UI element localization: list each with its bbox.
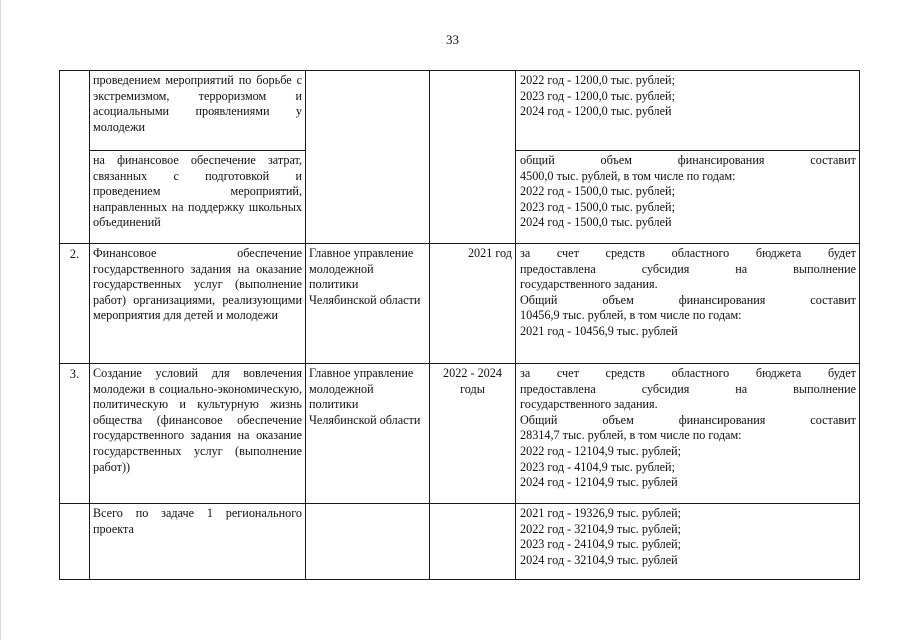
table-row	[60, 504, 860, 580]
row-number: 2.	[60, 244, 90, 364]
row-description: Создание условий для вовлечения молодежи в социально-экономическую, политическую и культурную жизнь общества (финансовое обеспечение государственного задания на оказание государственных услуг (выполнение работ))	[90, 364, 306, 504]
row-number	[60, 71, 90, 244]
financing-line: 2023 год - 1500,0 тыс. рублей;	[520, 199, 675, 214]
row-description: на финансовое обеспечение затрат, связанных с подготовкой и проведением мероприятий, направленных на поддержку школьных объединений	[90, 151, 306, 244]
row-financing	[516, 71, 860, 151]
table-row	[60, 244, 860, 364]
financing-line: 2024 год - 12104,9 тыс. рублей	[520, 475, 678, 490]
row-executor: Главное управление молодежной политики Челябинской области	[306, 244, 430, 364]
financing-line: 2024 год - 32104,9 тыс. рублей	[520, 552, 678, 567]
financing-line: 2023 год - 24104,9 тыс. рублей;	[520, 537, 682, 552]
financing-line: 2023 год - 1200,0 тыс. рублей;	[520, 88, 675, 103]
financing-table	[59, 70, 860, 580]
financing-line: 2022 год - 12104,9 тыс. рублей;	[520, 443, 682, 458]
row-term: 2022 - 2024 годы	[430, 364, 516, 504]
financing-line: 10456,9 тыс. рублей, в том числе по годам:	[520, 308, 742, 323]
page-number: 33	[446, 32, 459, 47]
financing-line: Общий объем финансирования составит	[520, 412, 856, 427]
financing-line: 2022 год - 1500,0 тыс. рублей;	[520, 184, 675, 199]
row-description: Финансовое обеспечение государственного задания на оказание государственных услуг (выполнение работ) организациями, реализующими мероприятия для детей и молодежи	[90, 244, 306, 364]
row-term	[430, 71, 516, 244]
financing-line: государственного задания.	[520, 277, 658, 292]
row-number	[60, 504, 90, 580]
row-term: 2021 год	[430, 244, 516, 364]
table-row	[60, 71, 860, 151]
financing-line: 2023 год - 4104,9 тыс. рублей;	[520, 459, 675, 474]
row-financing	[516, 244, 860, 364]
financing-line: государственного задания.	[520, 397, 658, 412]
financing-line: 2021 год - 10456,9 тыс. рублей	[520, 323, 678, 338]
scan-margin-mark	[0, 0, 2, 640]
row-financing	[516, 504, 860, 580]
row-number: 3.	[60, 364, 90, 504]
financing-line: предоставлена субсидия на выполнение	[520, 261, 856, 276]
financing-line: 2022 год - 32104,9 тыс. рублей;	[520, 521, 682, 536]
row-executor: Главное управление молодежной политики Челябинской области	[306, 364, 430, 504]
financing-line: предоставлена субсидия на выполнение	[520, 381, 856, 396]
financing-line: за счет средств областного бюджета будет	[520, 246, 856, 260]
table-row	[60, 364, 860, 504]
financing-line: за счет средств областного бюджета будет	[520, 366, 856, 380]
row-description: Всего по задаче 1 регионального проекта	[90, 504, 306, 580]
financing-line: 2021 год - 19326,9 тыс. рублей;	[520, 506, 682, 520]
row-executor	[306, 71, 430, 244]
financing-line: общий объем финансирования составит	[520, 153, 856, 167]
financing-line: 4500,0 тыс. рублей, в том числе по годам:	[520, 168, 736, 183]
row-executor	[306, 504, 430, 580]
financing-line: 2022 год - 1200,0 тыс. рублей;	[520, 73, 675, 87]
financing-line: 28314,7 тыс. рублей, в том числе по годам:	[520, 428, 742, 443]
row-description: проведением мероприятий по борьбе с экстремизмом, терроризмом и асоциальными проявлениями у молодежи	[90, 71, 306, 151]
financing-line: 2024 год - 1200,0 тыс. рублей	[520, 104, 672, 119]
financing-line: 2024 год - 1500,0 тыс. рублей	[520, 215, 672, 230]
financing-line: Общий объем финансирования составит	[520, 292, 856, 307]
row-financing	[516, 364, 860, 504]
row-financing	[516, 151, 860, 244]
row-term	[430, 504, 516, 580]
